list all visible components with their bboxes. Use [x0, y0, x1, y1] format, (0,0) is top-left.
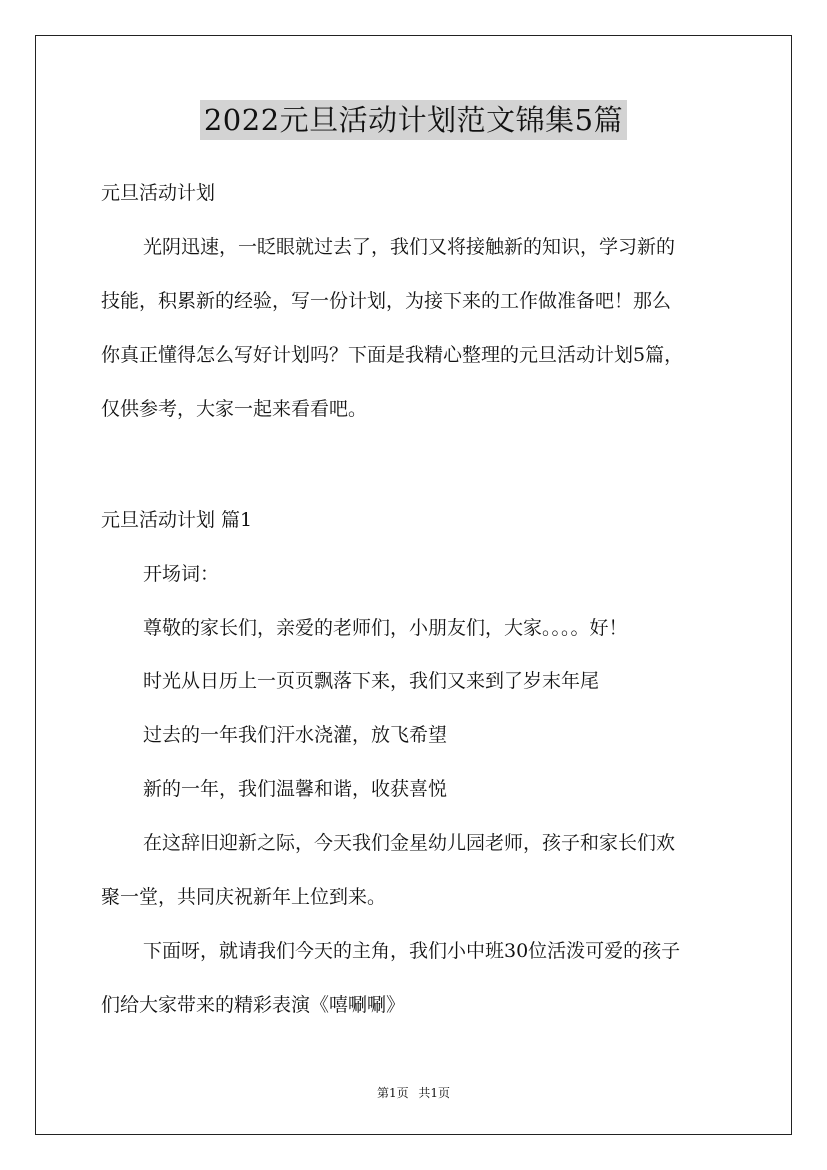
intro-line-3: 你真正懂得怎么写好计划吗？下面是我精心整理的元旦活动计划5篇， [101, 344, 684, 366]
article-line-6: 在这辞旧迎新之际，今天我们金星幼儿园老师，孩子和家长们欢 [143, 832, 676, 854]
intro-line-2: 技能，积累新的经验，写一份计划，为接下来的工作做准备吧！那么 [101, 290, 672, 312]
title-container [0, 100, 827, 140]
page-number: 第1页 [376, 1086, 409, 1100]
article-line-8: 下面呀，就请我们今天的主角，我们小中班30位活泼可爱的孩子 [143, 940, 681, 962]
intro-line-1: 光阴迅速，一眨眼就过去了，我们又将接触新的知识，学习新的 [143, 236, 676, 258]
article-line-2: 尊敬的家长们，亲爱的老师们，小朋友们，大家。。。。好！ [143, 617, 628, 639]
section-heading: 元旦活动计划 [101, 182, 216, 204]
page-total: 共1页 [418, 1086, 451, 1100]
article-line-9: 们给大家带来的精彩表演《嘻唰唰》 [101, 994, 406, 1016]
intro-line-4: 仅供参考，大家一起来看看吧。 [101, 398, 368, 420]
article-line-5: 新的一年，我们温馨和谐，收获喜悦 [143, 778, 448, 800]
document-title: 2022元旦活动计划范文锦集5篇 [200, 100, 627, 140]
article-line-7: 聚一堂，共同庆祝新年上位到来。 [101, 886, 387, 908]
page-footer [0, 1085, 827, 1101]
article-line-3: 时光从日历上一页页飘落下来，我们又来到了岁末年尾 [143, 670, 600, 692]
article-line-1: 开场词： [143, 563, 220, 585]
article-heading: 元旦活动计划 篇1 [101, 509, 253, 531]
article-line-4: 过去的一年我们汗水浇灌，放飞希望 [143, 724, 448, 746]
